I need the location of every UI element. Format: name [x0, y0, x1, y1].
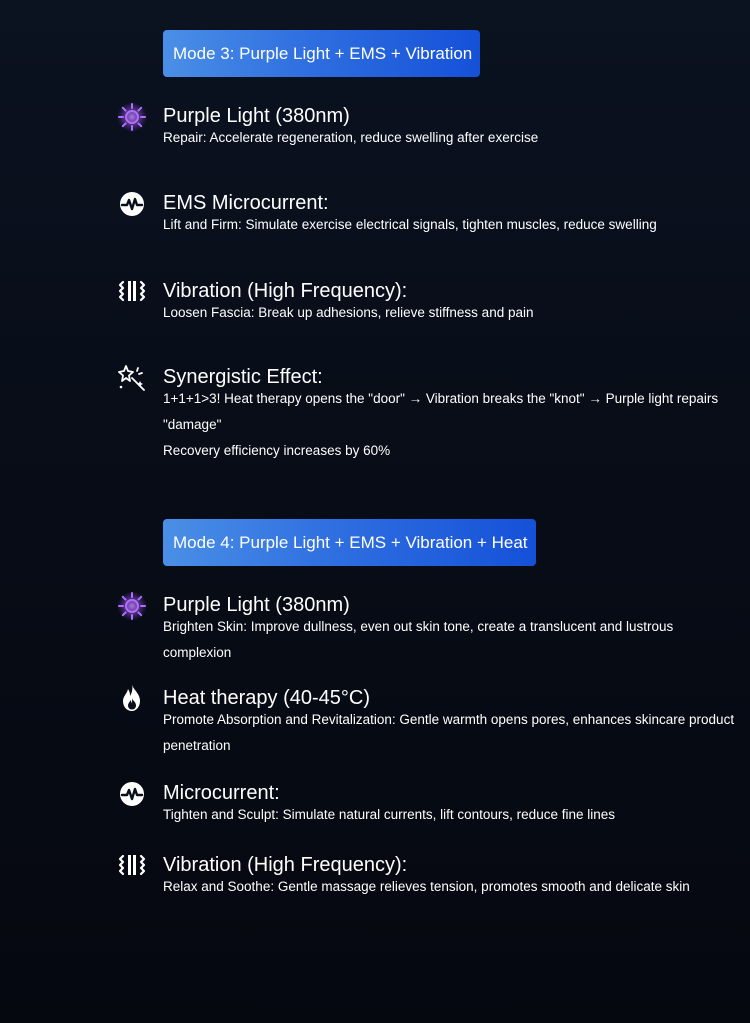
feature-description: Brighten Skin: Improve dullness, even out skin tone, create a translucent and lustrous complexion	[163, 619, 674, 660]
feature-title: Synergistic Effect:	[163, 366, 323, 388]
feature-title: Purple Light (380nm)	[163, 105, 350, 127]
vibration-icon	[116, 849, 148, 881]
feature-description: Tighten and Sculpt: Simulate natural currents, lift contours, reduce fine lines	[163, 807, 615, 822]
feature-description: Relax and Soothe: Gentle massage relieves tension, promotes smooth and delicate skin	[163, 879, 690, 894]
magic-wand-icon	[116, 362, 148, 394]
ems-wave-icon	[116, 188, 148, 220]
feature-title: Vibration (High Frequency):	[163, 280, 408, 302]
flame-icon	[116, 682, 148, 714]
feature-description: Lift and Firm: Simulate exercise electrical signals, tighten muscles, reduce swelling	[163, 217, 657, 232]
feature-description: Promote Absorption and Revitalization: Gentle warmth opens pores, enhances skincare product penetration	[163, 712, 735, 753]
feature-title: Heat therapy (40-45°C)	[163, 687, 370, 709]
feature-title: EMS Microcurrent:	[163, 192, 329, 214]
mode-4-badge: Mode 4: Purple Light + EMS + Vibration + Heat	[163, 519, 536, 566]
ems-wave-icon	[116, 778, 148, 810]
feature-title: Purple Light (380nm)	[163, 594, 350, 616]
purple-light-icon	[116, 590, 148, 622]
purple-light-icon	[116, 101, 148, 133]
feature-description: Repair: Accelerate regeneration, reduce swelling after exercise	[163, 130, 539, 145]
vibration-icon	[116, 275, 148, 307]
feature-description: Loosen Fascia: Break up adhesions, relieve stiffness and pain	[163, 305, 534, 320]
feature-description: 1+1+1>3! Heat therapy opens the "door" → Vibration breaks the "knot" → Purple light repairs "damage" Recovery efficiency increases by 60%	[163, 391, 719, 458]
mode-3-badge: Mode 3: Purple Light + EMS + Vibration	[163, 30, 480, 77]
feature-title: Microcurrent:	[163, 782, 280, 804]
feature-title: Vibration (High Frequency):	[163, 854, 408, 876]
